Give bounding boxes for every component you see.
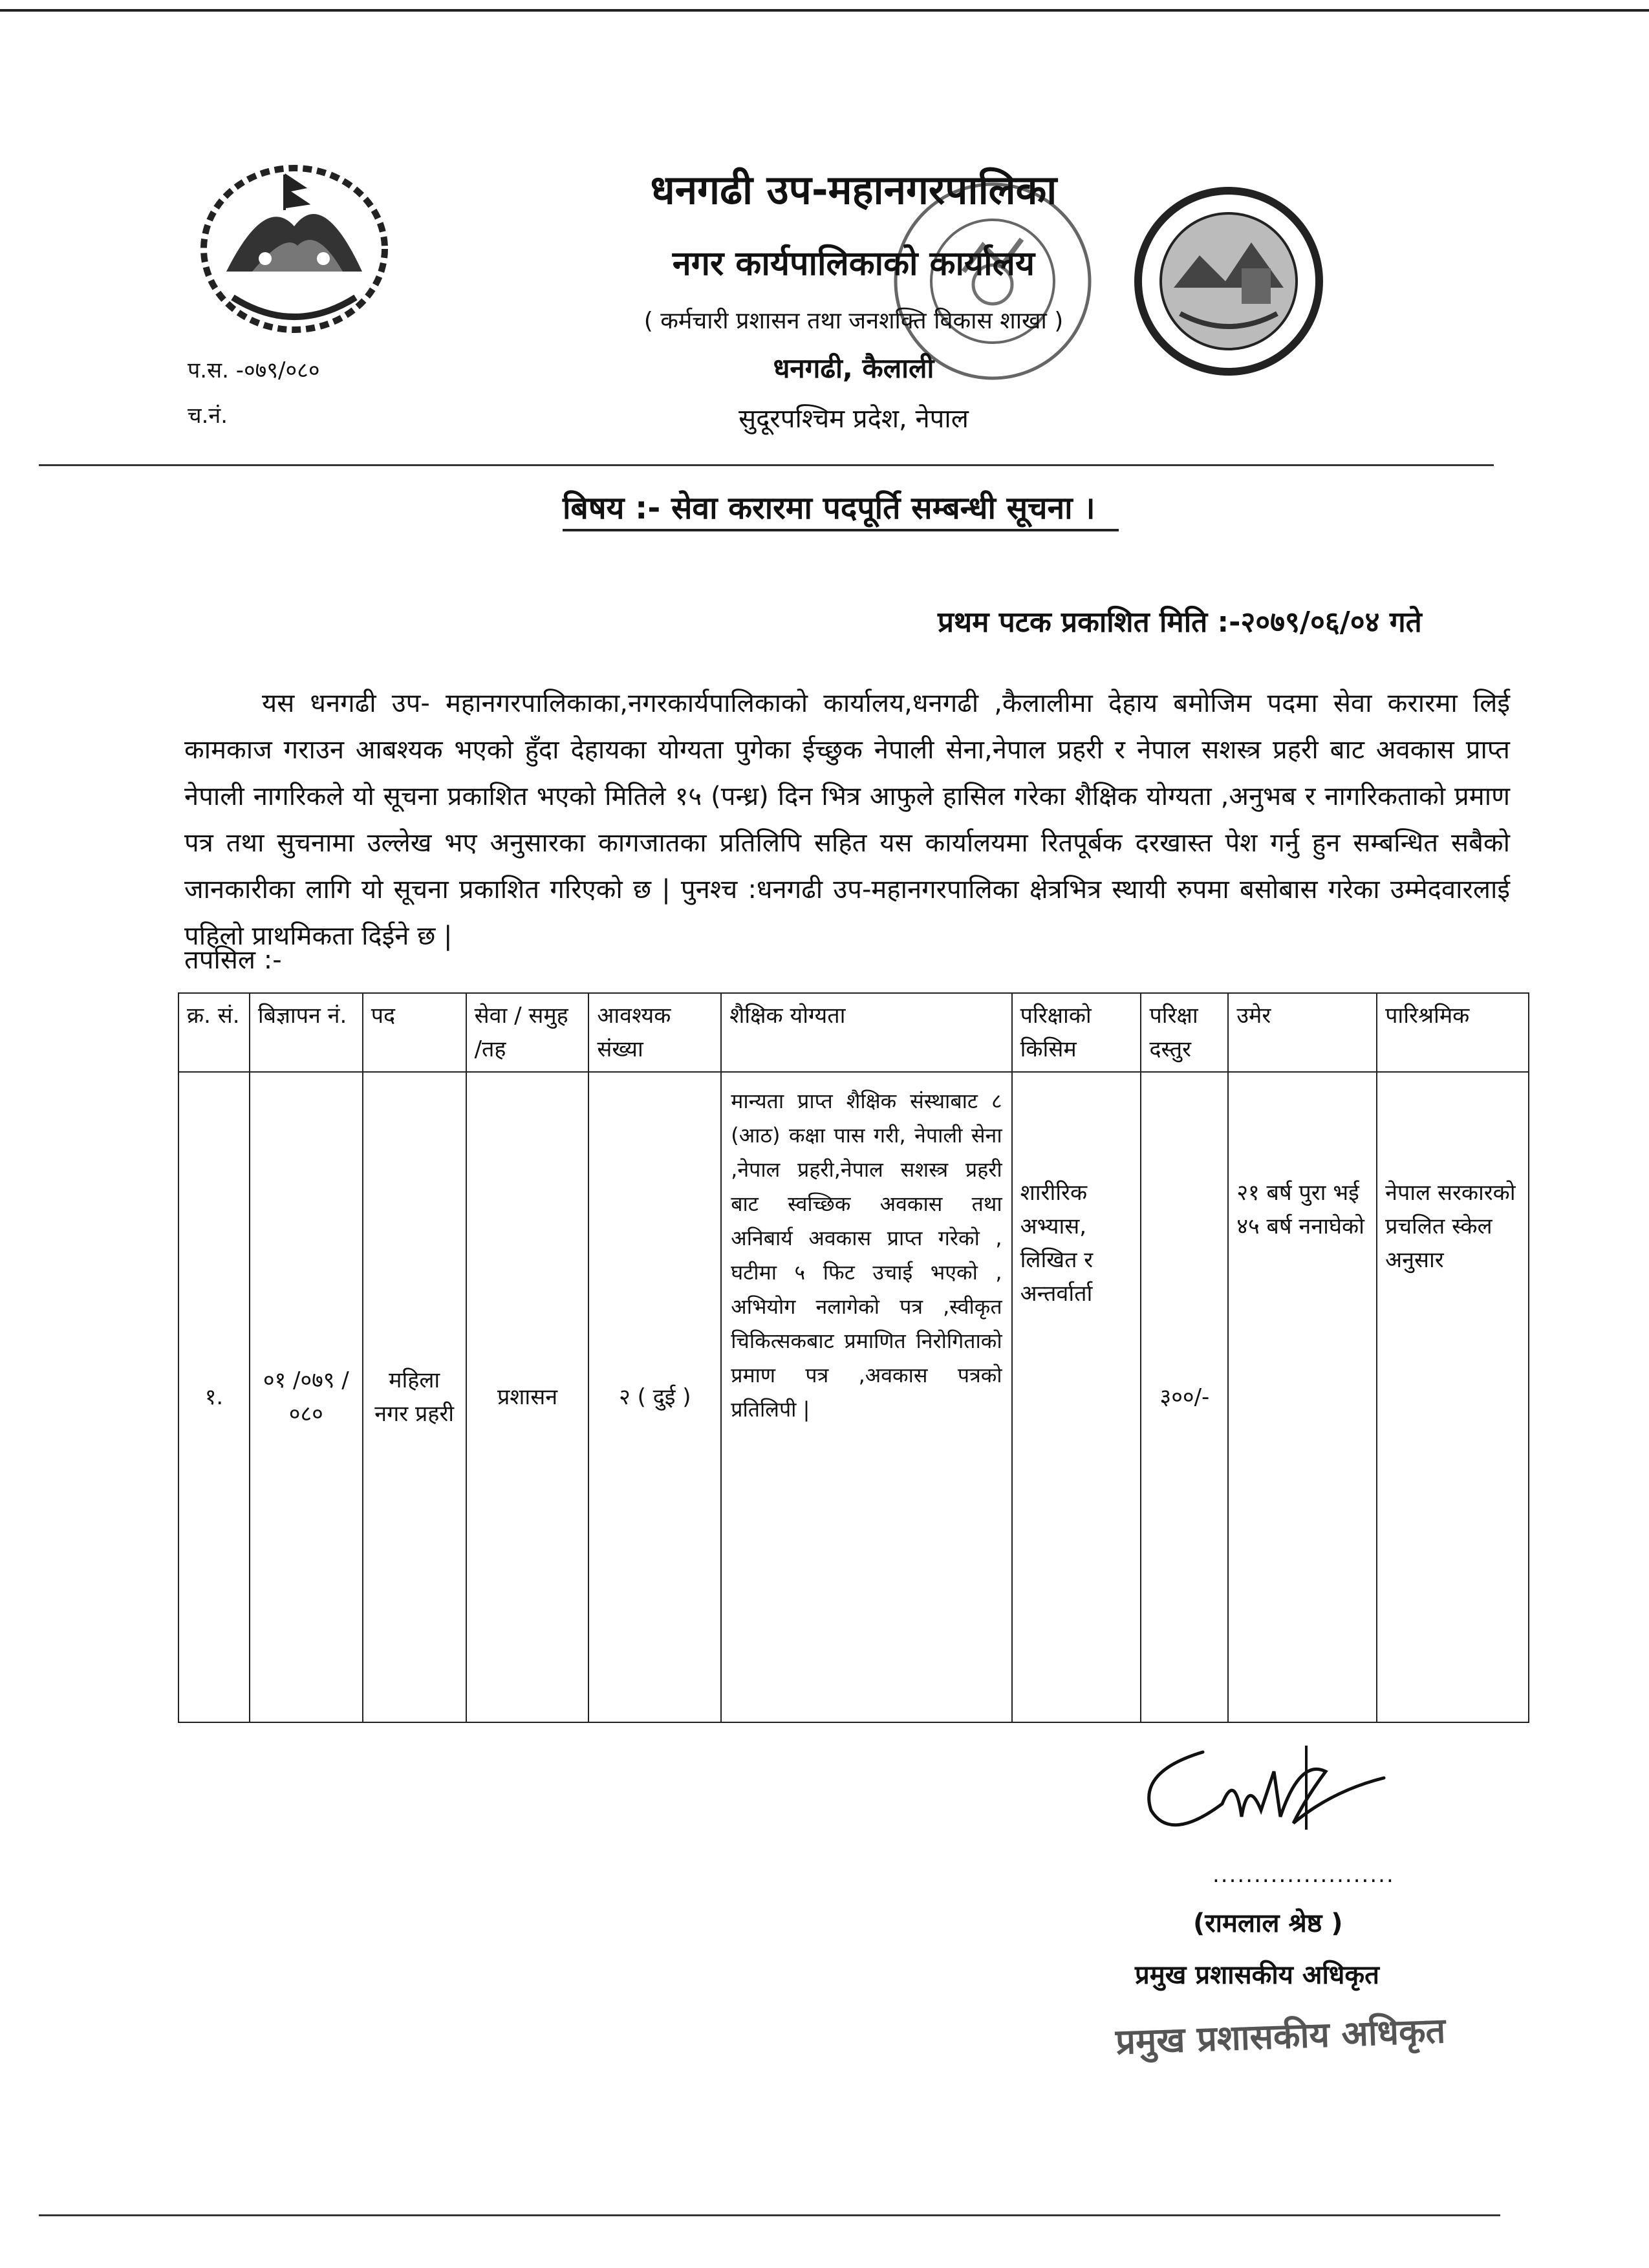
office-title: धनगढी उप-महानगरपालिका bbox=[650, 166, 1057, 213]
bottom-divider bbox=[39, 2214, 1500, 2216]
col-header-qualification: शैक्षिक योग्यता bbox=[721, 993, 1011, 1072]
dispatch-number: च.नं. bbox=[188, 403, 228, 429]
col-header-ad-no: बिज्ञापन नं. bbox=[250, 993, 363, 1072]
col-header-salary: पारिश्रमिक bbox=[1377, 993, 1529, 1072]
table-row bbox=[178, 1072, 1529, 1722]
cell-salary: नेपाल सरकारको प्रचलित स्केल अनुसार bbox=[1377, 1072, 1529, 1722]
notice-body: यस धनगढी उप- महानगरपालिकाका,नगरकार्यपालिकाको कार्यालय,धनगढी ,कैलालीमा देहाय बमोजिम पदमा सेवा करारमा लिई कामकाज गराउन आबश्यक भएको हुँदा देहायका योग्यता पुगेका ईच्छुक नेपाली सेना,नेपाल प्रहरी र नेपाल सशस्त्र प्रहरी बाट अवकास प्राप्त नेपाली नागरिकले यो सूचना प्रकाशित भएको मितिले १५ (पन्ध्र) दिन भित्र आफुले हासिल गरेका शैक्षिक योग्यता ,अनुभब र नागरिकताको प्रमाण पत्र तथा सुचनामा उल्लेख भए अनुसारका कागजातका प्रतिलिपि सहित यस कार्यालयमा रितपूर्बक दरखास्त पेश गर्नु हुन सम्बन्धित सबैको जानकारीका लागि यो सूचना प्रकाशित गरिएको छ | पुनश्च :धनगढी उप-महानगरपालिका क्षेत्रभित्र स्थायी रुपमा बसोबास गरेका उम्मेदवारलाई पहिलो प्राथमिकता दिईने छ | bbox=[184, 689, 1510, 951]
vacancy-table bbox=[178, 992, 1529, 1723]
col-header-age: उमेर bbox=[1228, 993, 1377, 1072]
cell-exam-fee: ३००/- bbox=[1141, 1072, 1228, 1722]
cell-ad-no: ०१ /०७९ /०८० bbox=[250, 1072, 363, 1722]
signature-mark bbox=[1112, 1733, 1436, 1862]
cell-required-count: २ ( दुई ) bbox=[588, 1072, 721, 1722]
notice-subject: बिषय :- सेवा करारमा पदपूर्ति सम्बन्धी सूचना । bbox=[563, 490, 1095, 526]
header-divider bbox=[39, 464, 1494, 466]
col-header-service: सेवा / समुह /तह bbox=[466, 993, 589, 1072]
cell-age: २१ बर्ष पुरा भई ४५ बर्ष ननाघेको bbox=[1228, 1072, 1377, 1722]
subject-underline bbox=[563, 529, 1119, 531]
details-label: तपसिल :- bbox=[184, 945, 282, 975]
publish-date: प्रथम पटक प्रकाशित मिति :-२०७९/०६/०४ गते bbox=[938, 606, 1422, 639]
reference-number: प.स. -०७९/०८० bbox=[188, 358, 320, 383]
signature-dots: ...................... bbox=[1212, 1862, 1395, 1888]
col-header-serial: क्र. सं. bbox=[178, 993, 250, 1072]
cell-service: प्रशासन bbox=[466, 1072, 589, 1722]
office-address: धनगढी, कैलाली bbox=[773, 352, 934, 384]
col-header-post: पद bbox=[363, 993, 466, 1072]
table-header-row bbox=[178, 993, 1529, 1072]
cell-exam-type: शारीरिक अभ्यास, लिखित र अन्तर्वार्ता bbox=[1012, 1072, 1141, 1722]
office-division: ( कर्मचारी प्रशासन तथा जनशक्ति विकास शाखा ) bbox=[643, 308, 1064, 334]
top-border-line bbox=[0, 9, 1649, 12]
cell-qualification: मान्यता प्राप्त शैक्षिक संस्थाबाट ८ (आठ) कक्षा पास गरी, नेपाली सेना ,नेपाल प्रहरी,नेपाल सशस्त्र प्रहरी बाट स्वच्छिक अवकास तथा अनिबार्य अवकास प्राप्त गरेको , घटीमा ५ फिट उचाई भएको , अभियोग नलागेको पत्र ,स्वीकृत चिकित्सकबाट प्रमाणित निरोगिताको प्रमाण पत्र ,अवकास पत्रको प्रतिलिपी | bbox=[721, 1072, 1011, 1722]
cell-serial: १. bbox=[178, 1072, 250, 1722]
cell-post: महिला नगर प्रहरी bbox=[363, 1072, 466, 1722]
office-subtitle: नगर कार्यपालिकाको कार्यालय bbox=[672, 244, 1035, 283]
col-header-required-count: आवश्यक संख्या bbox=[588, 993, 721, 1072]
designation-stamp: प्रमुख प्रशासकीय अधिकृत bbox=[1115, 2010, 1447, 2062]
col-header-exam-type: परिक्षाको किसिम bbox=[1012, 993, 1141, 1072]
office-province: सुदूरपश्चिम प्रदेश, नेपाल bbox=[738, 404, 969, 434]
nepal-emblem-icon bbox=[188, 149, 401, 343]
col-header-exam-fee: परिक्षा दस्तुर bbox=[1141, 993, 1228, 1072]
signatory-title: प्रमुख प्रशासकीय अधिकृत bbox=[1135, 1960, 1379, 1990]
signatory-name: (रामलाल श्रेष्ठ ) bbox=[1193, 1909, 1343, 1938]
